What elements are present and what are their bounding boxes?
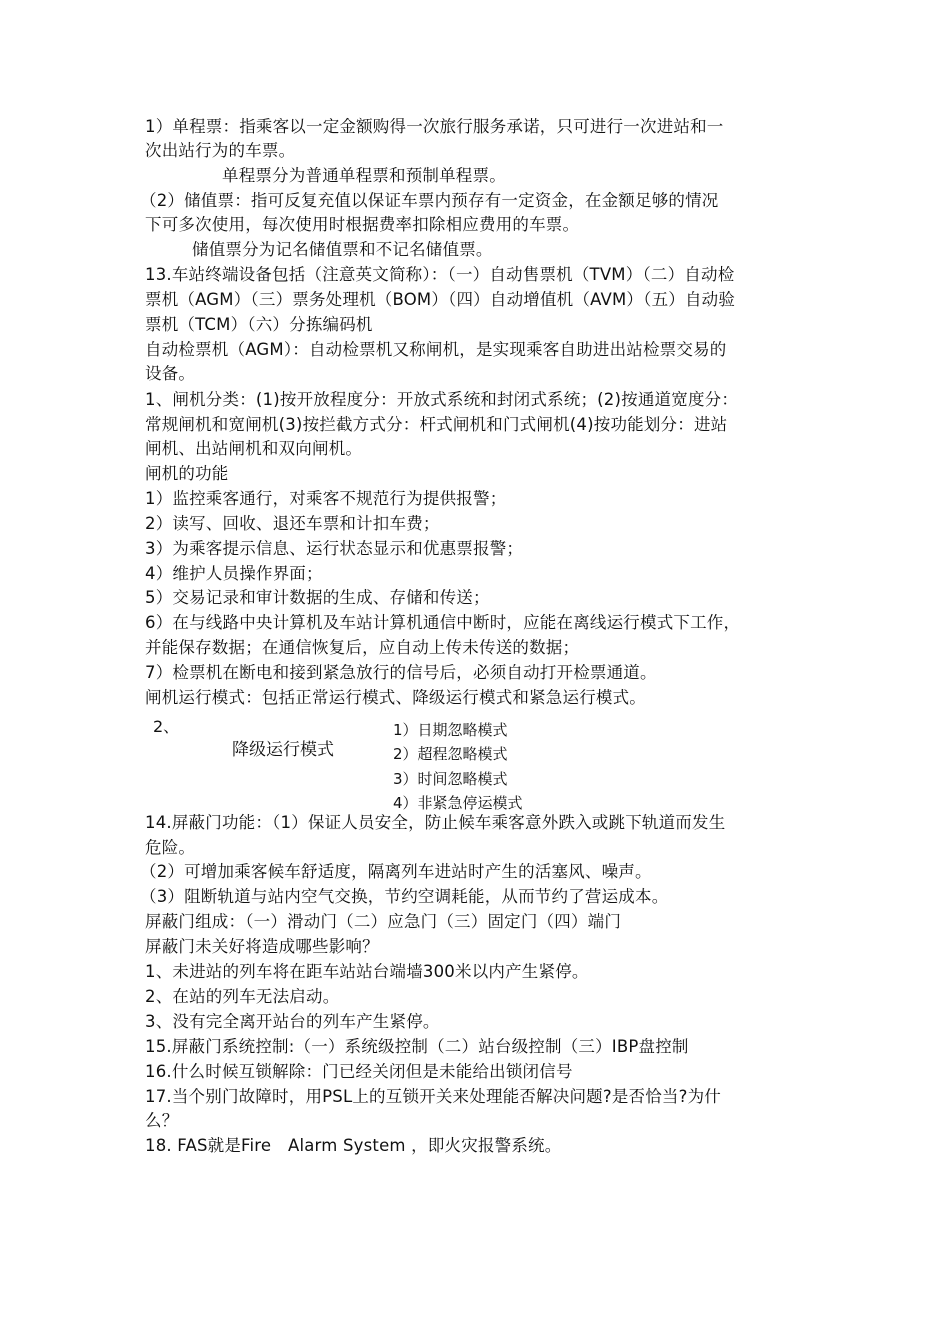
text-line: 16.什么时候互锁解除：门已经关闭但是未能给出锁闭信号	[145, 1062, 573, 1081]
text-line: 并能保存数据；在通信恢复后，应自动上传未传送的数据；	[145, 638, 580, 657]
text-line: 14.屏蔽门功能：（1）保证人员安全，防止候车乘客意外跌入或跳下轨道而发生	[145, 813, 726, 832]
text-line: 4）维护人员操作界面；	[145, 564, 323, 583]
text-line: 1、闸机分类：(1)按开放程度分：开放式系统和封闭式系统；(2)按通道宽度分：	[145, 390, 739, 409]
text-line: 18. FAS就是Fire Alarm System ，即火灾报警系统。	[145, 1136, 562, 1155]
text-line: 2、在站的列车无法启动。	[145, 987, 340, 1006]
text-line: 票机（AGM）（三）票务处理机（BOM）（四）自动增值机（AVM）（五）自动验	[145, 290, 736, 309]
text-line: 闸机、出站闸机和双向闸机。	[145, 439, 363, 458]
mode-item: 1）日期忽略模式	[393, 721, 508, 739]
text-line: 6）在与线路中央计算机及车站计算机通信中断时，应能在离线运行模式下工作，	[145, 613, 741, 632]
text-line: 15.屏蔽门系统控制:（一）系统级控制（二）站台级控制（三）IBP盘控制	[145, 1037, 689, 1056]
text-line: 屏蔽门未关好将造成哪些影响？	[145, 937, 379, 956]
text-line: （3）阻断轨道与站内空气交换，节约空调耗能，从而节约了营运成本。	[140, 887, 669, 906]
text-line: 17.当个别门故障时，用PSL上的互锁开关来处理能否解决问题?是否恰当?为什	[145, 1087, 721, 1106]
text-line: 自动检票机（AGM）：自动检票机又称闸机，是实现乘客自助进出站检票交易的	[145, 340, 727, 359]
text-line: 3、没有完全离开站台的列车产生紧停。	[145, 1012, 440, 1031]
mode-item: 3）时间忽略模式	[393, 770, 508, 788]
text-line: 设备。	[145, 364, 196, 383]
text-line: 闸机运行模式：包括正常运行模式、降级运行模式和紧急运行模式。	[145, 688, 646, 707]
text-line: 1）单程票：指乘客以一定金额购得一次旅行服务承诺，只可进行一次进站和一	[145, 117, 724, 136]
text-line: 次出站行为的车票。	[145, 141, 296, 160]
mode-number: 2、	[153, 717, 180, 736]
text-line: 储值票分为记名储值票和不记名储值票。	[192, 240, 493, 259]
mode-item: 4）非紧急停运模式	[393, 794, 523, 812]
text-line: 危险。	[145, 838, 196, 857]
text-line: （2）储值票：指可反复充值以保证车票内预存有一定资金，在金额足够的情况	[140, 191, 719, 210]
text-line: 屏蔽门组成：（一）滑动门（二）应急门（三）固定门（四）端门	[145, 912, 622, 931]
text-line: 票机（TCM）（六）分拣编码机	[145, 315, 373, 334]
text-line: 2）读写、回收、退还车票和计扣车费；	[145, 514, 440, 533]
mode-title: 降级运行模式	[232, 740, 334, 760]
text-line: 单程票分为普通单程票和预制单程票。	[222, 166, 506, 185]
text-line: 1、未进站的列车将在距车站站台端墙300米以内产生紧停。	[145, 962, 589, 981]
text-line: （2）可增加乘客候车舒适度，隔离列车进站时产生的活塞风、噪声。	[140, 862, 652, 881]
text-line: 1）监控乘客通行，对乘客不规范行为提供报警；	[145, 489, 507, 508]
text-line: 13.车站终端设备包括（注意英文简称）：（一）自动售票机（TVM）（二）自动检	[145, 265, 735, 284]
text-line: 7）检票机在断电和接到紧急放行的信号后，必须自动打开检票通道。	[145, 663, 657, 682]
text-line: 3）为乘客提示信息、运行状态显示和优惠票报警；	[145, 539, 524, 558]
text-line: 下可多次使用，每次使用时根据费率扣除相应费用的车票。	[145, 215, 580, 234]
text-line: 5）交易记录和审计数据的生成、存储和传送；	[145, 588, 490, 607]
text-line: 么？	[145, 1111, 179, 1130]
mode-item: 2）超程忽略模式	[393, 745, 508, 763]
text-line: 闸机的功能	[145, 464, 229, 483]
text-line: 常规闸机和宽闸机(3)按拦截方式分：杆式闸机和门式闸机(4)按功能划分：进站	[145, 415, 728, 434]
